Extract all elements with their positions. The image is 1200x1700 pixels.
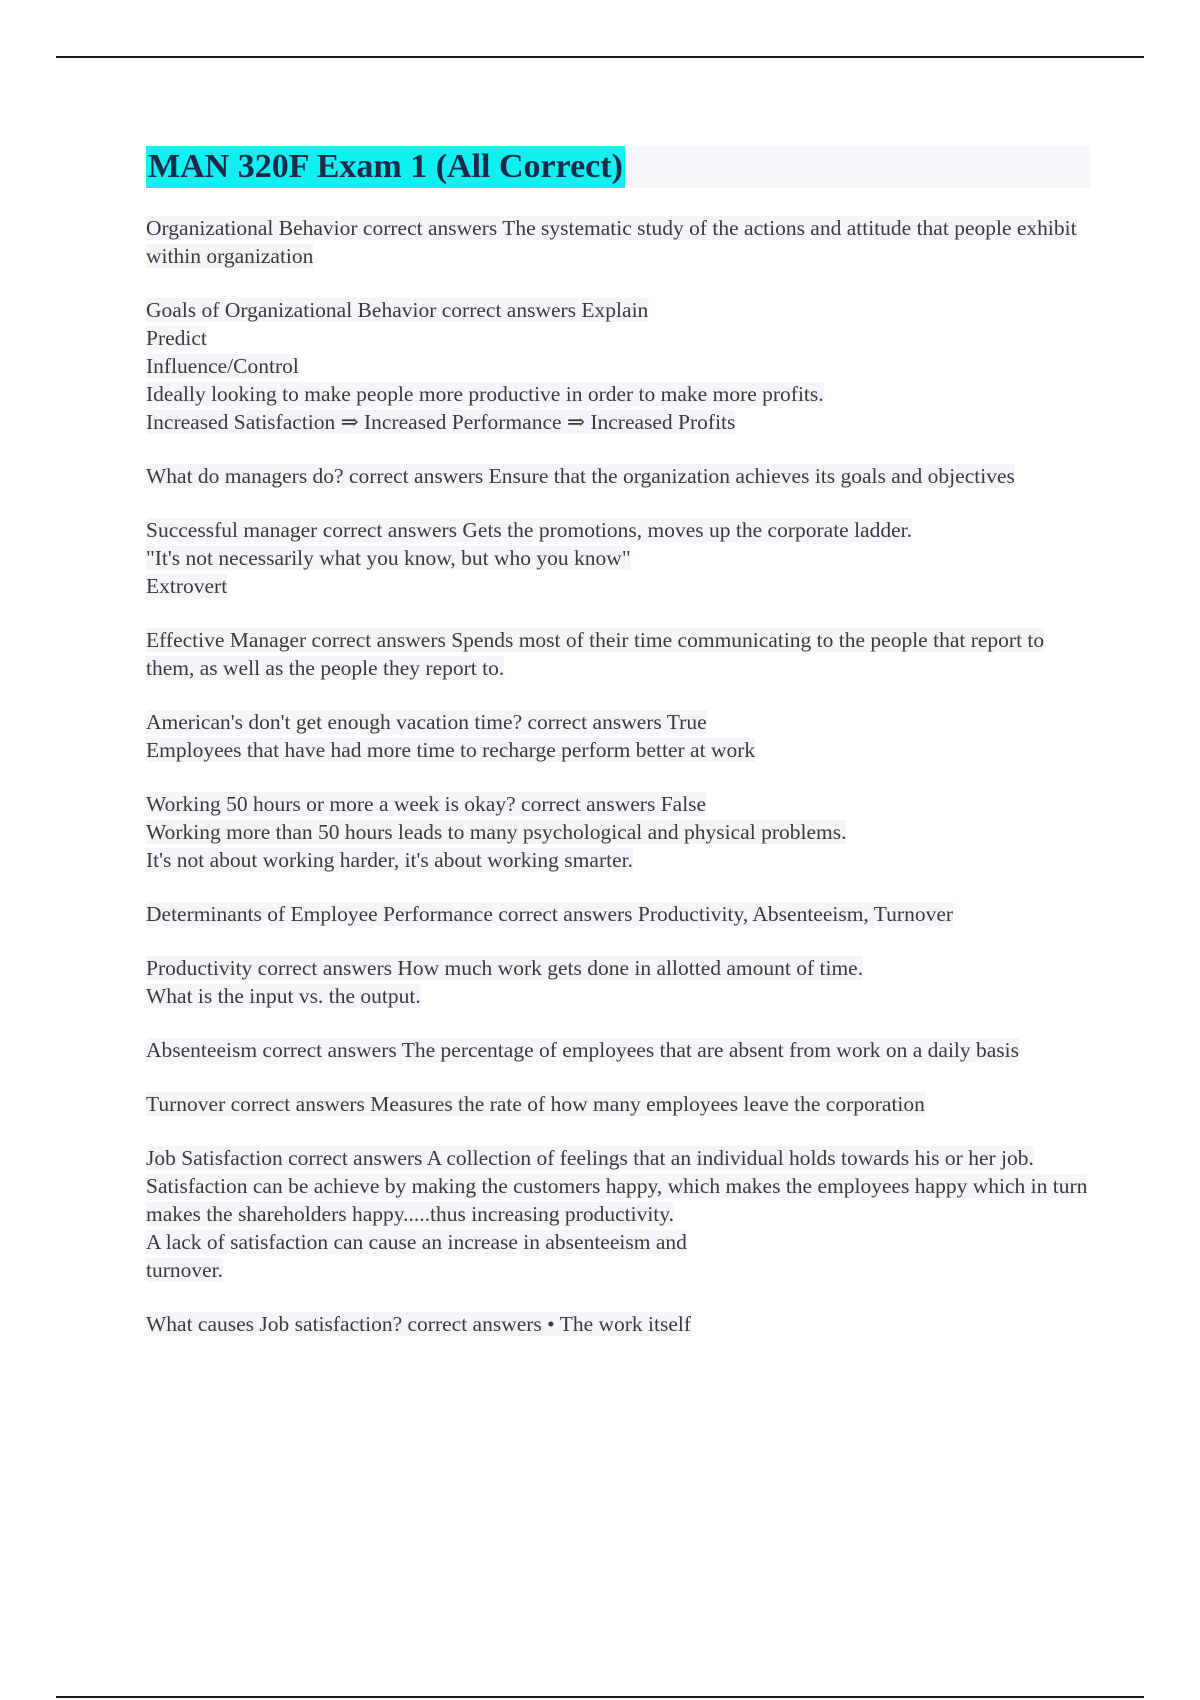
qa-line-text: Goals of Organizational Behavior correct answers Explain [146, 298, 649, 322]
qa-entry [146, 1144, 1090, 1284]
qa-line-text: Ideally looking to make people more productive in order to make more profits. [146, 382, 824, 406]
qa-line [146, 1310, 1090, 1338]
qa-line-text: Successful manager correct answers Gets the promotions, moves up the corporate ladder. [146, 518, 912, 542]
qa-entry [146, 462, 1090, 490]
top-rule [56, 56, 1144, 58]
qa-line-text: Productivity correct answers How much work gets done in allotted amount of time. [146, 956, 864, 980]
qa-entry [146, 214, 1090, 270]
qa-list [146, 214, 1090, 1338]
qa-entry [146, 1036, 1090, 1064]
qa-entry [146, 900, 1090, 928]
qa-line-text: Satisfaction can be achieve by making the customers happy, which makes the employees happy which in turn makes the shareholders happy.....thus increasing productivity. [146, 1174, 1088, 1226]
qa-line [146, 1144, 1090, 1172]
qa-line [146, 708, 1090, 736]
qa-line [146, 626, 1090, 682]
qa-line-text: Absenteeism correct answers The percentage of employees that are absent from work on a daily basis [146, 1038, 1020, 1062]
qa-line [146, 846, 1090, 874]
qa-line-text: What do managers do? correct answers Ensure that the organization achieves its goals and objectives [146, 464, 1015, 488]
qa-line [146, 214, 1090, 270]
qa-line-text: turnover. [146, 1258, 224, 1282]
qa-line-text: "It's not necessarily what you know, but who you know" [146, 546, 631, 570]
qa-line-text: Job Satisfaction correct answers A collection of feelings that an individual holds towards his or her job. [146, 1146, 1034, 1170]
qa-line [146, 516, 1090, 544]
qa-line [146, 408, 1090, 436]
qa-line [146, 324, 1090, 352]
qa-line [146, 954, 1090, 982]
qa-line [146, 462, 1090, 490]
bottom-rule [56, 1696, 1144, 1698]
qa-line-text: Working 50 hours or more a week is okay? correct answers False [146, 792, 707, 816]
document-title: MAN 320F Exam 1 (All Correct) [146, 146, 625, 188]
qa-entry [146, 790, 1090, 874]
qa-line-text: Working more than 50 hours leads to many psychological and physical problems. [146, 820, 847, 844]
qa-entry [146, 1310, 1090, 1338]
qa-line [146, 736, 1090, 764]
qa-line-text: It's not about working harder, it's about working smarter. [146, 848, 633, 872]
title-band [146, 146, 1090, 188]
qa-entry [146, 708, 1090, 764]
qa-entry [146, 296, 1090, 436]
qa-line [146, 1090, 1090, 1118]
qa-line-text: Influence/Control [146, 354, 299, 378]
qa-line-text: Employees that have had more time to recharge perform better at work [146, 738, 756, 762]
qa-entry [146, 954, 1090, 1010]
qa-line-text: Turnover correct answers Measures the rate of how many employees leave the corporation [146, 1092, 925, 1116]
qa-line [146, 1172, 1090, 1228]
qa-line [146, 818, 1090, 846]
qa-entry [146, 516, 1090, 600]
qa-line-text: Effective Manager correct answers Spends most of their time communicating to the people that report to them, as well as the people they report to. [146, 628, 1045, 680]
qa-line [146, 982, 1090, 1010]
qa-line [146, 352, 1090, 380]
qa-line [146, 380, 1090, 408]
qa-entry [146, 626, 1090, 682]
qa-line-text: Determinants of Employee Performance correct answers Productivity, Absenteeism, Turnover [146, 902, 954, 926]
qa-line [146, 1036, 1090, 1064]
qa-line [146, 1228, 1090, 1256]
qa-line-text: A lack of satisfaction can cause an increase in absenteeism and [146, 1230, 687, 1254]
qa-line-text: What causes Job satisfaction? correct answers • The work itself [146, 1312, 692, 1336]
qa-line [146, 1256, 1090, 1284]
qa-line-text: Organizational Behavior correct answers The systematic study of the actions and attitude that people exhibit within organization [146, 216, 1077, 268]
document-body [146, 146, 1090, 1364]
qa-entry [146, 1090, 1090, 1118]
qa-line-text: American's don't get enough vacation time? correct answers True [146, 710, 707, 734]
qa-line-text: Increased Satisfaction ⇒ Increased Performance ⇒ Increased Profits [146, 410, 736, 434]
qa-line [146, 900, 1090, 928]
qa-line-text: What is the input vs. the output. [146, 984, 421, 1008]
qa-line [146, 544, 1090, 572]
qa-line [146, 296, 1090, 324]
qa-line-text: Extrovert [146, 574, 228, 598]
qa-line [146, 572, 1090, 600]
qa-line [146, 790, 1090, 818]
qa-line-text: Predict [146, 326, 207, 350]
